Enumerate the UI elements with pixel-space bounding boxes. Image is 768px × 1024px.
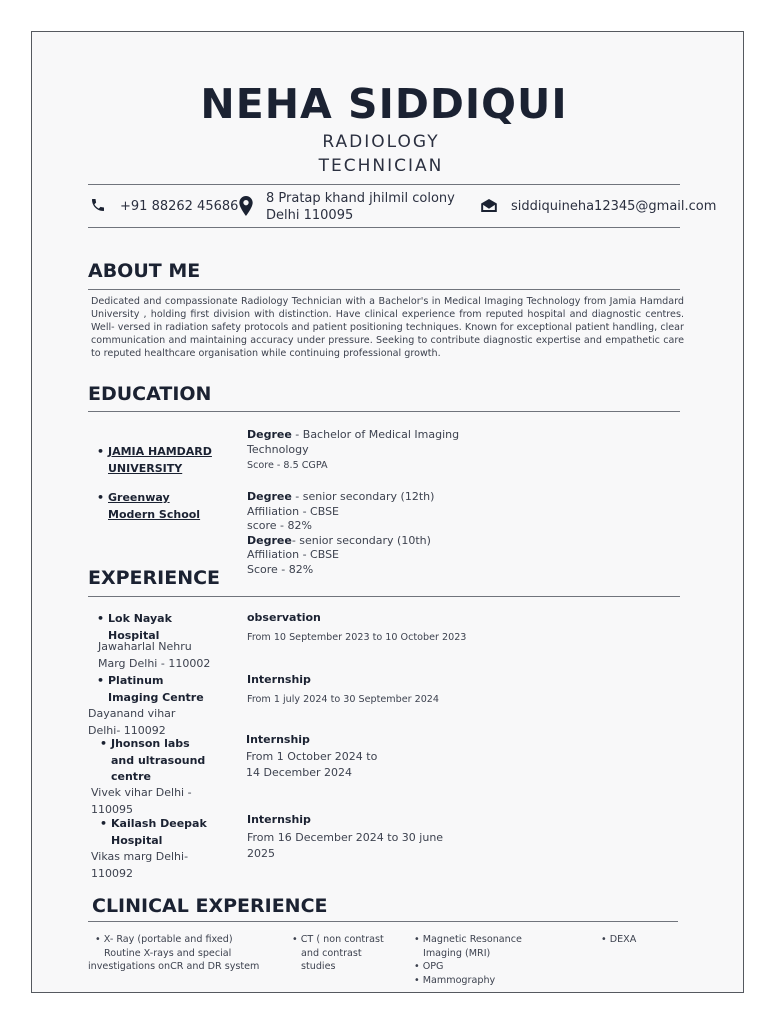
education-school: • Greenway Modern School <box>97 491 201 521</box>
score: Score - 82% <box>247 562 314 576</box>
experience-dates: From 1 October 2024 to 14 December 2024 <box>246 749 378 779</box>
divider <box>88 184 680 185</box>
envelope-icon <box>481 199 497 212</box>
job-title-line2: TECHNICIAN <box>318 156 444 176</box>
education-heading: EDUCATION <box>88 383 212 405</box>
experience-dates: From 1 july 2024 to 30 September 2024 <box>247 693 440 705</box>
degree-value: - senior secondary (10th) <box>291 533 431 547</box>
phone-icon <box>90 197 106 213</box>
about-text: Dedicated and compassionate Radiology Technician with a Bachelor's in Medical Imaging Technology from Jamia Hamdard University , holding first division with distinction. Have clinical experience from reputed hospital and diagnostic centres. Well- versed in radiation safety protocols and patient positioning techniques. Known for exceptional patient handling, clear communication and maintaining accuracy under pressure. Seeking to contribute diagnostic expertise and empathetic care to reputed healthcare organisation while continuing professional growth. <box>91 296 684 359</box>
address-line1: 8 Pratap khand jhilmil colony <box>266 191 455 206</box>
phone-number: +91 88262 45686 <box>120 199 239 214</box>
email-address: siddiquineha12345@gmail.com <box>511 199 717 214</box>
degree-value-line2: Technology <box>247 443 309 456</box>
experience-detail <box>247 813 443 863</box>
employer-name: • Lok Nayak Hospital <box>97 612 172 642</box>
employer-address: Jawaharlal Nehru Marg Delhi - 110002 <box>98 640 211 670</box>
about-heading: ABOUT ME <box>88 260 201 282</box>
degree-value: - Bachelor of Medical Imaging <box>291 428 460 441</box>
education-school: • JAMIA HAMDARD UNIVERSITY <box>97 445 212 475</box>
degree-label: Degree <box>247 490 292 503</box>
location-pin-icon <box>238 196 254 216</box>
job-title-line1: RADIOLOGY <box>322 132 440 152</box>
employer-name: • Kailash Deepak Hospital <box>100 817 207 847</box>
school-name-line1: Greenway <box>108 491 170 504</box>
clinical-item: • DEXA <box>601 934 637 945</box>
divider <box>88 921 678 922</box>
experience-role: Internship <box>246 733 310 746</box>
candidate-name: NEHA SIDDIQUI <box>200 80 568 128</box>
school-name-line2: Modern School <box>108 507 201 521</box>
education-detail <box>247 427 459 471</box>
employer-address: Dayanand vihar Delhi- 110092 <box>88 707 176 737</box>
degree-value: - senior secondary (12th) <box>291 490 435 503</box>
clinical-item: • Magnetic Resonance Imaging (MRI) • OPG • Mammography <box>414 934 522 986</box>
divider <box>88 596 680 597</box>
employer-address: Vikas marg Delhi- 110092 <box>91 850 189 880</box>
school-name-line2: UNIVERSITY <box>108 461 183 475</box>
experience-dates: From 10 September 2023 to 10 October 2023 <box>247 631 467 643</box>
education-detail <box>247 490 434 577</box>
divider <box>88 411 680 412</box>
experience-detail <box>247 673 439 705</box>
affiliation: Affiliation - CBSE <box>247 548 340 561</box>
experience-role: observation <box>247 611 321 624</box>
experience-dates: From 16 December 2024 to 30 june 2025 <box>247 830 444 860</box>
score: score - 82% <box>247 519 312 532</box>
degree-label: Degree <box>247 428 292 441</box>
employer-name: • Jhonson labs and ultrasound centre <box>100 737 206 783</box>
address-line2: Delhi 110095 <box>266 208 354 223</box>
clinical-item: • X- Ray (portable and fixed) Routine X-rays and special investigations onCR and DR system <box>88 934 260 972</box>
experience-detail <box>247 611 466 643</box>
school-name-line1: JAMIA HAMDARD <box>108 445 212 458</box>
experience-role: Internship <box>247 673 311 686</box>
employer-address: Vivek vihar Delhi - 110095 <box>91 786 192 816</box>
degree-label: Degree <box>247 533 292 547</box>
divider <box>88 289 680 290</box>
clinical-item: • CT ( non contrast and contrast studies <box>292 934 384 972</box>
score: Score - 8.5 CGPA <box>247 460 328 471</box>
clinical-heading: CLINICAL EXPERIENCE <box>92 895 328 917</box>
employer-name: • Platinum Imaging Centre <box>97 674 204 704</box>
experience-detail <box>246 733 377 782</box>
affiliation: Affiliation - CBSE <box>247 504 340 518</box>
experience-role: Internship <box>247 813 311 826</box>
divider <box>88 227 680 228</box>
experience-heading: EXPERIENCE <box>88 567 221 589</box>
